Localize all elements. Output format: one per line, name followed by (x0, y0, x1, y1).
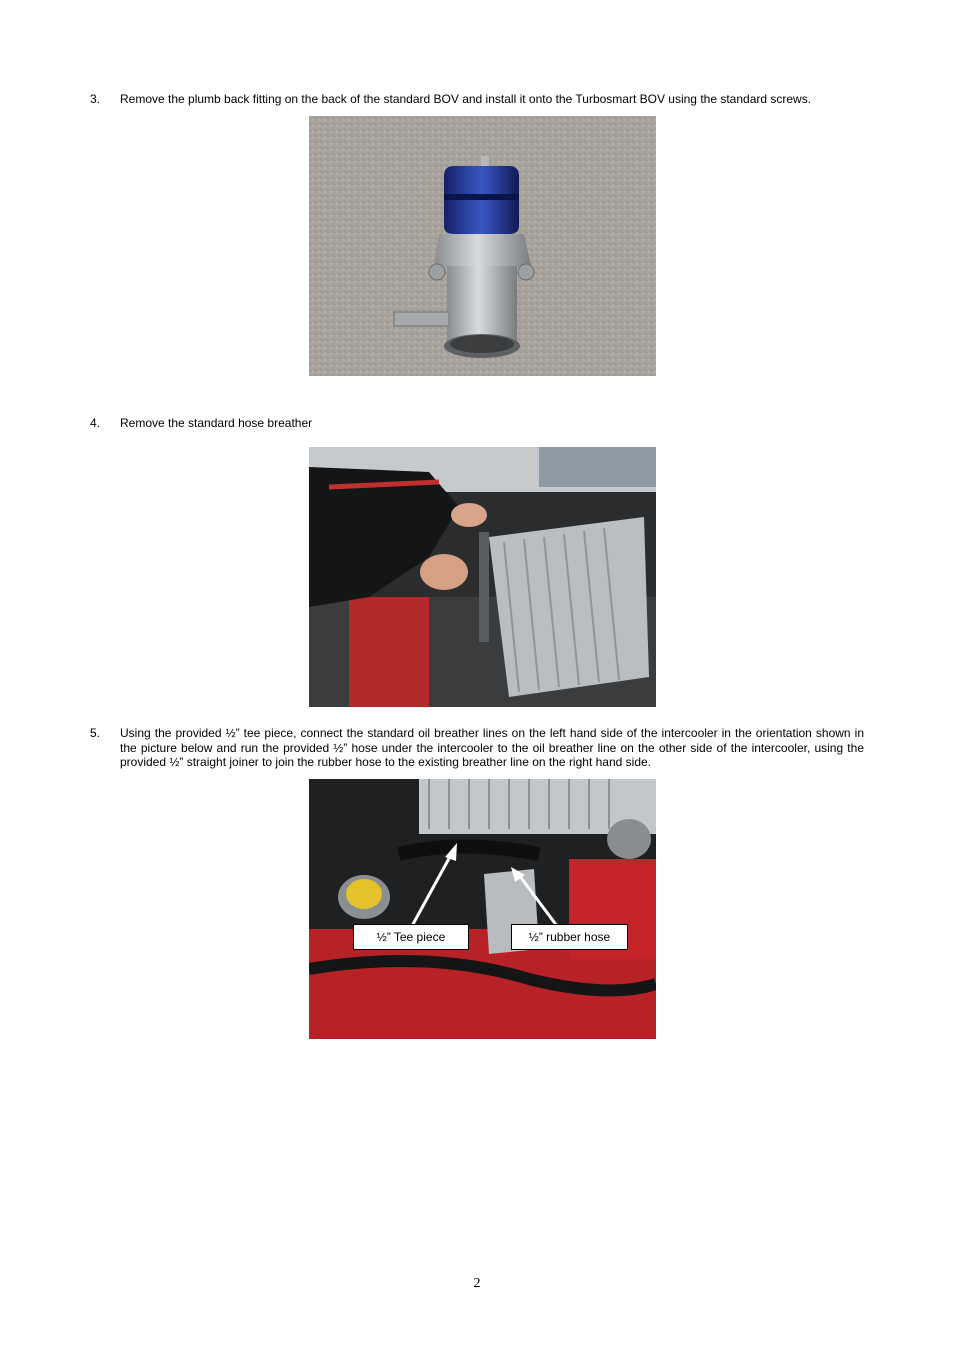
bov-photo (309, 116, 656, 376)
rubber-hose-callout: ½” rubber hose (511, 924, 628, 950)
page-number: 2 (473, 1276, 481, 1291)
step-number: 4. (90, 416, 101, 430)
hose-breather-photo (309, 447, 656, 707)
step-number: 5. (90, 726, 101, 740)
step-text: Remove the standard hose breather (120, 416, 313, 430)
tee-piece-photo (309, 779, 656, 1039)
step-text: Using the provided ½” tee piece, connect the standard oil breather lines on the left hand side of the intercooler in the orientation shown in the picture below and run the provided ½” hose under the intercooler to the oil breather line on the other side of the intercooler, using the provided ½” straight joiner to join the rubber hose to the existing breather line on the right hand side. (120, 726, 864, 769)
tee-piece-callout: ½” Tee piece (353, 924, 469, 950)
step-text: Remove the plumb back fitting on the back of the standard BOV and install it onto the Turbosmart BOV using the standard screws. (120, 92, 812, 106)
step-number: 3. (90, 92, 101, 106)
